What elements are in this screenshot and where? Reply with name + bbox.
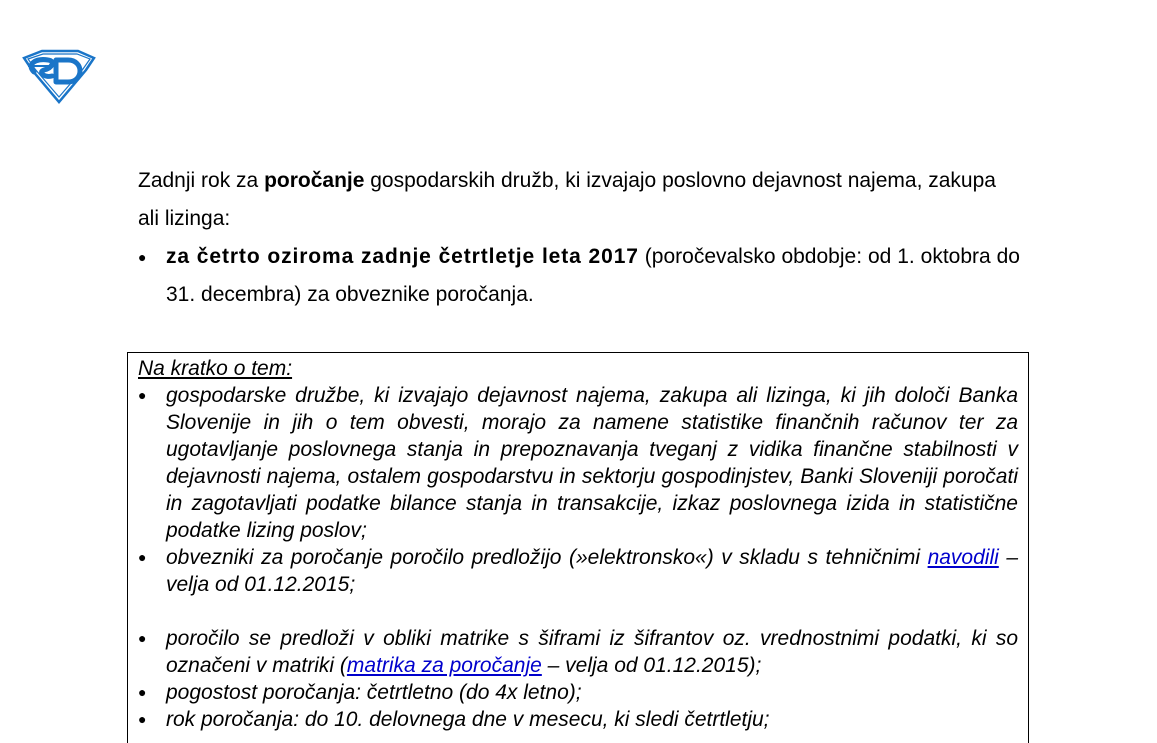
intro-bold-word: poročanje xyxy=(264,169,365,192)
summary-box xyxy=(127,352,1029,743)
shield-logo-icon xyxy=(22,48,96,104)
bullet-icon: ● xyxy=(138,249,147,265)
list-item-text: poročilo se predloži v obliki matrike s šiframi iz šifrantov oz. vrednostnimi podatki, ki so označeni v matriki ( xyxy=(166,627,1018,677)
list-item-text: pogostost poročanja: četrtletno (do 4x letno); xyxy=(166,681,582,704)
list-item-text: rok poročanja: do 10. delovnega dne v mesecu, ki sledi četrtletju; xyxy=(166,708,770,731)
intro-paragraph xyxy=(138,162,1020,238)
matrika-link[interactable]: matrika za poročanje xyxy=(346,654,542,677)
navodili-link[interactable]: navodili xyxy=(927,546,999,569)
deadline-rest-text: (poročevalsko obdobje: od 1. oktobra do 31. decembra) za obveznike poročanja. xyxy=(166,245,1020,306)
bullet-icon: ● xyxy=(138,549,147,565)
list-item xyxy=(138,679,1018,706)
intro-section xyxy=(138,162,1020,314)
company-logo xyxy=(22,48,96,104)
bullet-icon: ● xyxy=(138,711,147,727)
list-item-text: – velja od 01.12.2015); xyxy=(541,654,762,677)
bullet-icon: ● xyxy=(138,387,147,403)
list-item xyxy=(138,382,1018,544)
deadline-bold-text: za četrto oziroma zadnje četrtletje leta 2017 xyxy=(166,245,639,268)
intro-text-end: gospodarskih družb, ki izvajajo poslovno dejavnost najema, zakupa ali lizinga: xyxy=(138,169,996,230)
list-item xyxy=(138,544,1018,598)
list-item xyxy=(138,706,1018,733)
bullet-icon: ● xyxy=(138,630,147,646)
list-item-text: – velja od 01.12.2015; xyxy=(166,546,1018,596)
bullet-icon: ● xyxy=(138,684,147,700)
intro-list xyxy=(138,238,1020,314)
list-item xyxy=(138,625,1018,679)
list-item xyxy=(138,238,1020,314)
summary-list xyxy=(138,382,1018,733)
box-title: Na kratko o tem: xyxy=(138,357,293,380)
intro-text-start: Zadnji rok za xyxy=(138,169,265,192)
list-item-text: obvezniki za poročanje poročilo predložijo (»elektronsko«) v skladu s tehničnimi xyxy=(166,546,928,569)
list-item-text: gospodarske družbe, ki izvajajo dejavnost najema, zakupa ali lizinga, ki jih določi Banka Slovenije in jih o tem obvesti, morajo za namene statistike finančnih računov ter za ugotavljanje poslovnega stanja in prepoznavanja tveganj z vidika finančne stabilnosti v dejavnosti najema, ostalem gospodarstvu in sektorju gospodinjstev, Banki Sloveniji poročati in zagotavljati podatke bilance stanja in transakcije, izkaz poslovnega izida in statistične podatke lizing poslov; xyxy=(166,384,1018,542)
